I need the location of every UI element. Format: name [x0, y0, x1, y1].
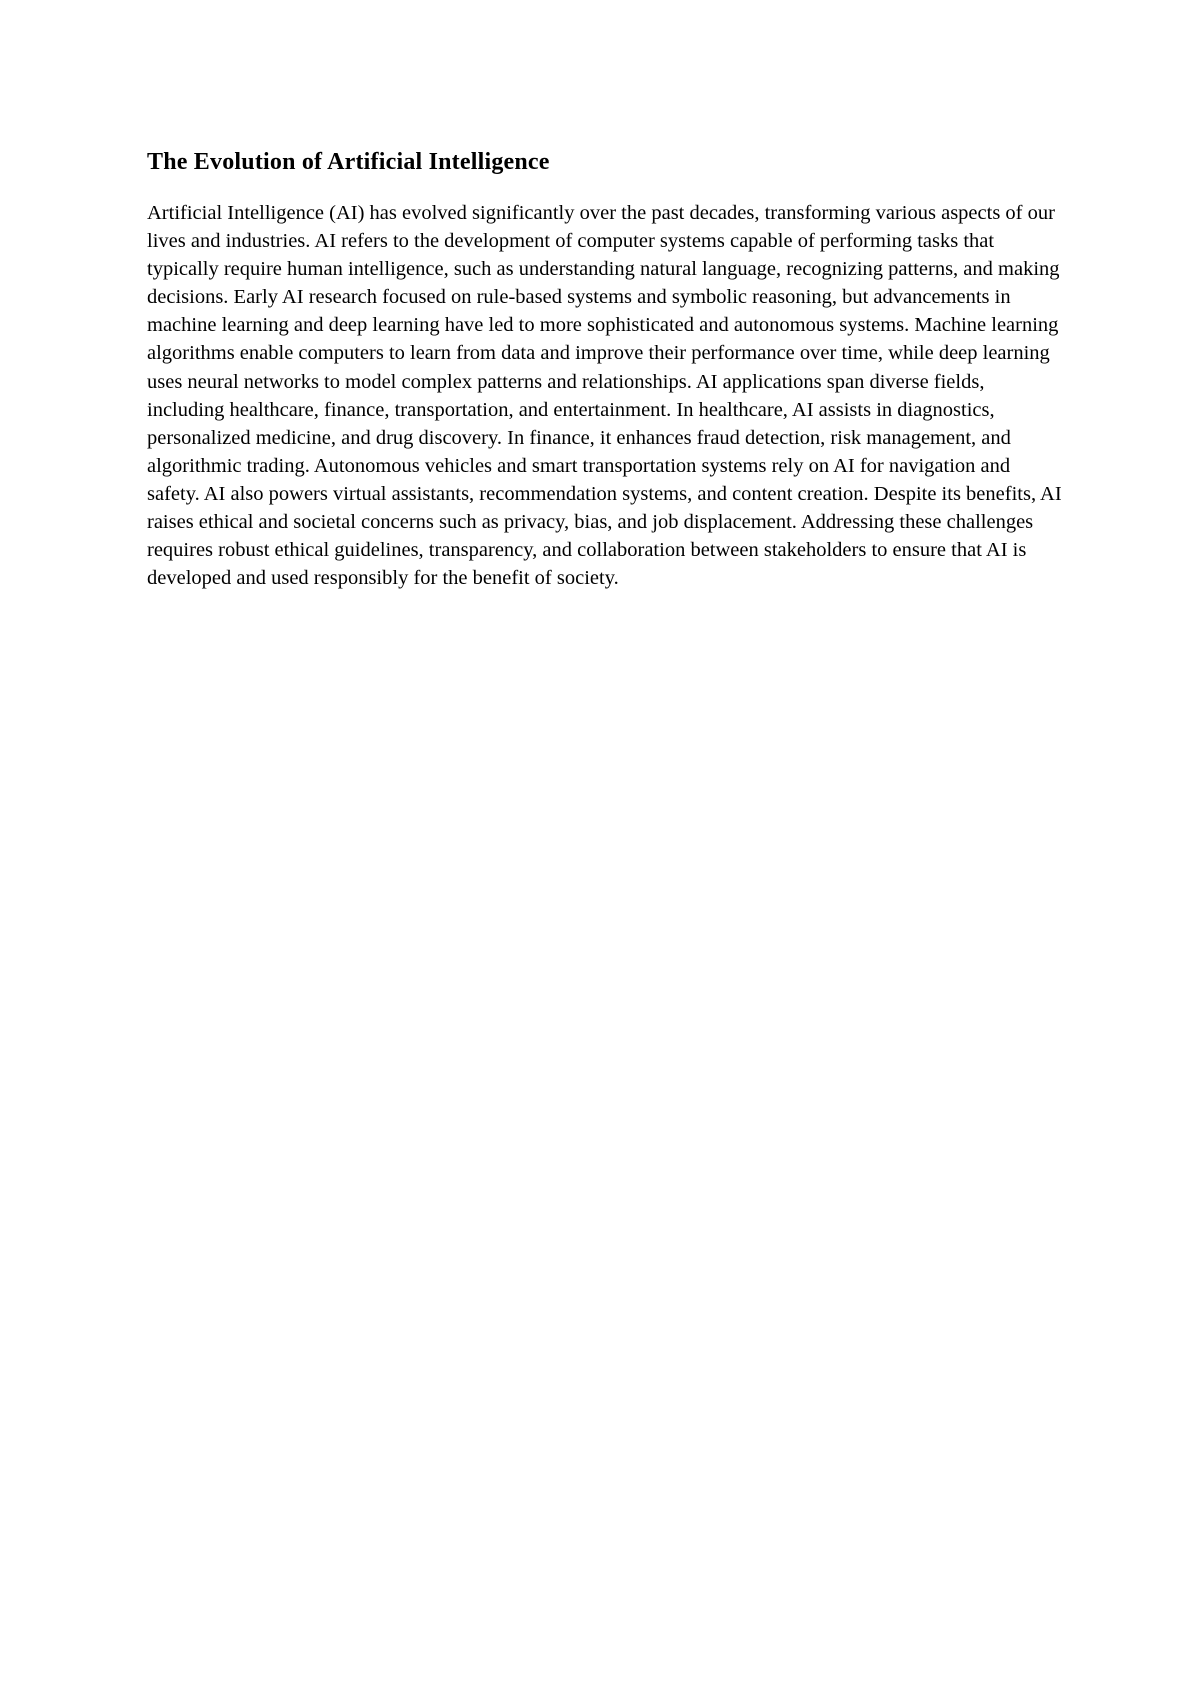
document-body-paragraph: Artificial Intelligence (AI) has evolved significantly over the past decades, transforming various aspects of our lives and industries. AI refers to the development of computer systems capable of performing tasks that typically require human intelligence, such as understanding natural language, recognizing patterns, and making decisions. Early AI research focused on rule-based systems and symbolic reasoning, but advancements in machine learning and deep learning have led to more sophisticated and autonomous systems. Machine learning algorithms enable computers to learn from data and improve their performance over time, while deep learning uses neural networks to model complex patterns and relationships. AI applications span diverse fields, including healthcare, finance, transportation, and entertainment. In healthcare, AI assists in diagnostics, personalized medicine, and drug discovery. In finance, it enhances fraud detection, risk management, and algorithmic trading. Autonomous vehicles and smart transportation systems rely on AI for navigation and safety. AI also powers virtual assistants, recommendation systems, and content creation. Despite its benefits, AI raises ethical and societal concerns such as privacy, bias, and job displacement. Addressing these challenges requires robust ethical guidelines, transparency, and collaboration between stakeholders to ensure that AI is developed and used responsibly for the benefit of society.: [147, 202, 1062, 590]
document-content: [147, 146, 1067, 592]
document-title: The Evolution of Artificial Intelligence: [147, 149, 550, 175]
